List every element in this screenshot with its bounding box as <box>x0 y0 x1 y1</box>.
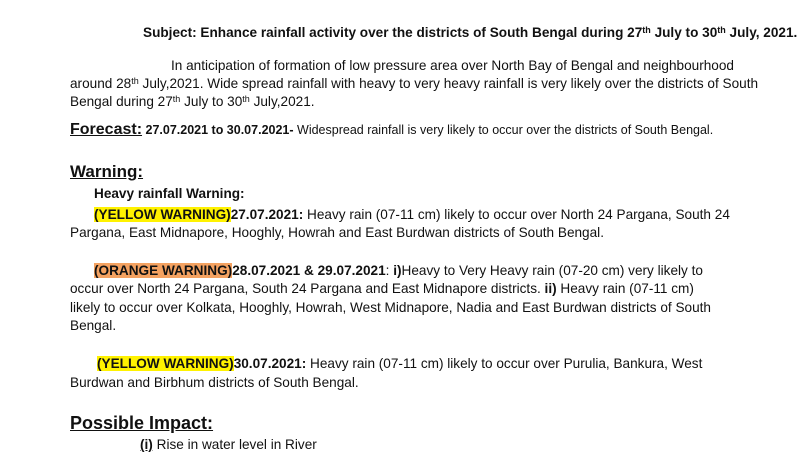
warning-3-line-1 <box>97 355 702 373</box>
warning-2-line-2 <box>70 280 694 298</box>
forecast-dates: 27.07.2021 to 30.07.2021- <box>142 123 294 137</box>
impact-heading: Possible Impact: <box>70 413 214 433</box>
intro-text: July to 30 <box>180 94 243 109</box>
forecast-text: Widespread rainfall is very likely to occur over the districts of South Bengal. <box>293 123 714 137</box>
warning-date: 27.07.2021: <box>230 207 304 222</box>
subject-sup: th <box>642 25 651 35</box>
warning-text: occur over North 24 Pargana, South 24 Pargana and East Midnapore districts. <box>70 281 545 296</box>
subject-line <box>143 24 797 42</box>
warning-text: : <box>385 263 394 278</box>
intro-line-1: In anticipation of formation of low pressure area over North Bay of Bengal and neighbourhood <box>171 58 734 73</box>
forecast-line <box>70 121 713 139</box>
intro-sup: th <box>131 76 139 86</box>
warning-1-line-2: Pargana, East Midnapore, Hooghly, Howrah and East Burdwan districts of South Bengal. <box>70 225 604 240</box>
warning-subheading: Heavy rainfall Warning: <box>94 186 245 201</box>
orange-warning-badge: (ORANGE WARNING) <box>94 263 233 278</box>
intro-text: July,2021. <box>249 94 315 109</box>
warning-2-line-1 <box>94 262 703 280</box>
intro-text: July,2021. Wide spread rainfall with heavy to very heavy rainfall is very likely over the districts of South <box>138 76 759 91</box>
yellow-warning-badge: (YELLOW WARNING) <box>97 356 234 371</box>
intro-text: Bengal during 27 <box>70 94 173 109</box>
warning-text: Heavy to Very Heavy rain (07-20 cm) very likely to <box>401 263 703 278</box>
subject-text: Subject: Enhance rainfall activity over the districts of South Bengal during 27 <box>143 25 643 40</box>
impact-item-1 <box>140 436 317 454</box>
item-number: ii) <box>544 281 557 296</box>
intro-text: around 28 <box>70 76 132 91</box>
subject-sup: th <box>717 25 726 35</box>
warning-text: Heavy rain (07-11 cm) likely to occur over Purulia, Bankura, West <box>306 356 703 371</box>
warning-3-line-2: Burdwan and Birbhum districts of South Bengal. <box>70 375 359 390</box>
intro-line-2 <box>70 75 758 93</box>
subject-text-end: July, 2021. <box>725 25 798 40</box>
warning-heading: Warning: <box>70 162 144 181</box>
warning-text: Heavy rain (07-11 cm) likely to occur over North 24 Pargana, South 24 <box>303 207 730 222</box>
subject-text-mid: July to 30 <box>650 25 718 40</box>
warning-2-line-3: likely to occur over Kolkata, Hooghly, Howrah, West Midnapore, Nadia and East Burdwan districts of South <box>70 300 711 315</box>
warning-date: 30.07.2021: <box>233 356 307 371</box>
forecast-label: Forecast: <box>70 121 143 138</box>
intro-sup: th <box>242 94 250 104</box>
warning-1-line-1 <box>94 206 730 224</box>
intro-sup: th <box>172 94 181 104</box>
intro-line-3 <box>70 93 315 111</box>
impact-text: Rise in water level in River <box>152 437 317 452</box>
yellow-warning-badge: (YELLOW WARNING) <box>94 207 231 222</box>
warning-date: 28.07.2021 & 29.07.2021 <box>232 263 386 278</box>
warning-text: Heavy rain (07-11 cm) <box>556 281 694 296</box>
item-number: i) <box>393 263 402 278</box>
item-number: (i) <box>140 437 153 452</box>
warning-2-line-4: Bengal. <box>70 318 117 333</box>
